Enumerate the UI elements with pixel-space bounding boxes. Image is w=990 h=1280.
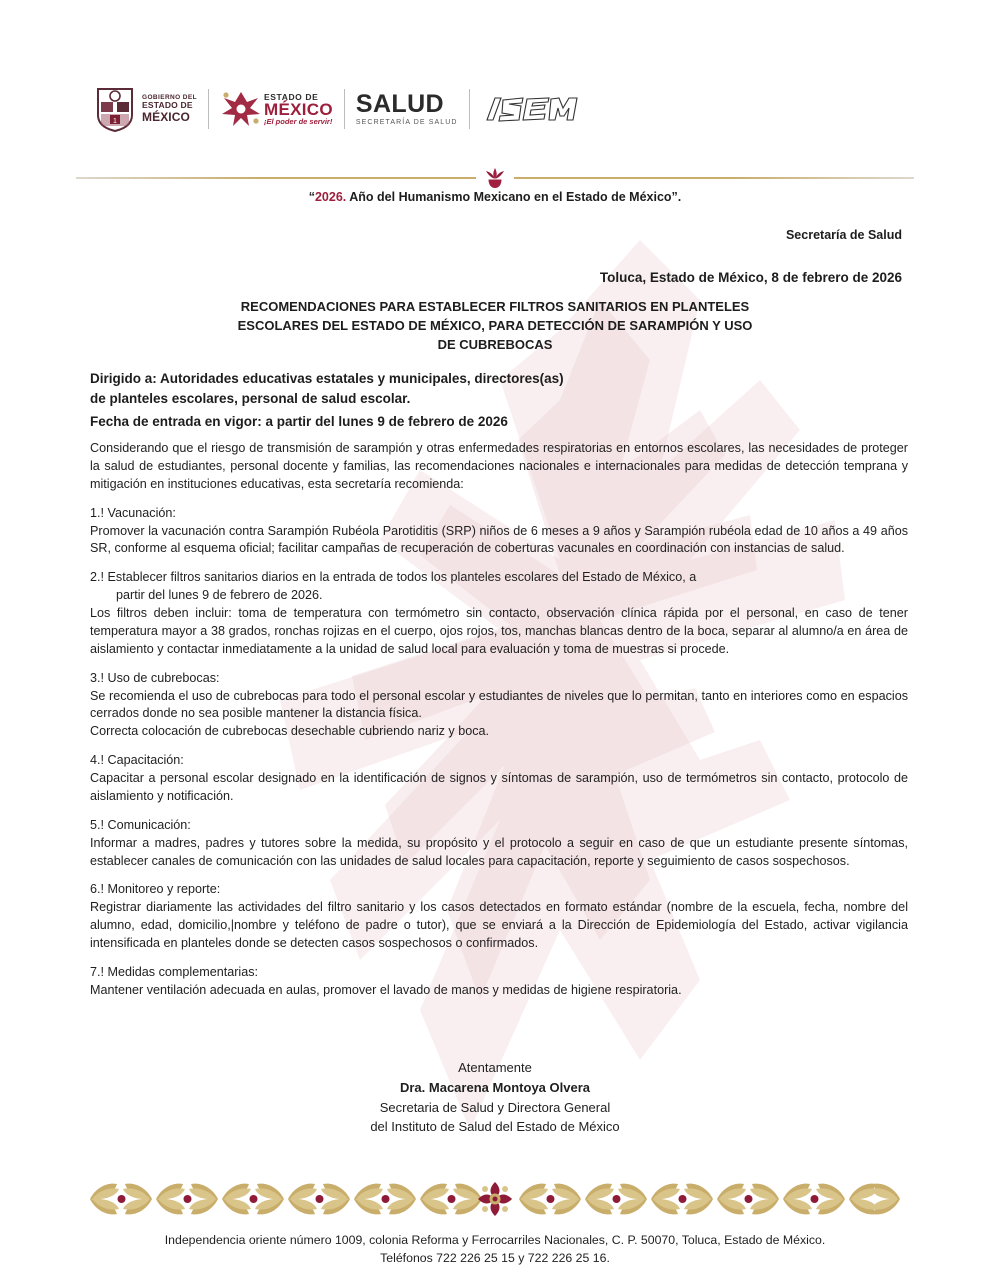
addressed-line-1: Dirigido a: Autoridades educativas estatales y municipales, directores(as): [90, 371, 564, 386]
salud-logo: [356, 92, 458, 126]
logo-divider-1: [208, 89, 209, 129]
addressed-to-block: [90, 369, 910, 410]
decorative-footer-band: [90, 1178, 900, 1220]
gobierno-estado-de-mexico-shield-icon: [95, 85, 135, 133]
divider-line-left: [76, 177, 476, 179]
edomex-logo-text: [264, 93, 333, 126]
item-5-heading: 5.! Comunicación:: [90, 817, 191, 832]
item-5-text: Informar a madres, padres y tutores sobre la medida, su propósito y el protocolo a seguir en caso de que un estudiante presente síntomas, establecer canales de comunicación con las unidades de salud locales para capacitación, reporte y seguimiento de casos sospechosos.: [90, 835, 908, 868]
gobierno-line3: MÉXICO: [142, 109, 190, 124]
svg-text:1: 1: [113, 118, 117, 125]
item-1-text: Promover la vacunación contra Sarampión Rubéola Parotiditis (SRP) niños de 6 meses a 9 años y Sarampión rubéola edad de 10 años a 49 años SR, conforme al esquema oficial; facilitar campañas de recuperación de coberturas vacunales en coordinación con instancias de salud.: [90, 523, 908, 556]
divider-line-right: [514, 177, 914, 179]
title-line-2: ESCOLARES DEL ESTADO DE MÉXICO, PARA DETECCIÓN DE SARAMPIÓN Y USO: [237, 317, 753, 333]
edomex-line1: ESTADO DE: [264, 91, 319, 102]
item-6-heading: 6.! Monitoreo y reporte:: [90, 882, 221, 897]
item-4-heading: 4.! Capacitación:: [90, 753, 184, 768]
signature-closing: Atentamente: [458, 1060, 532, 1075]
footer-phones-line: Teléfonos 722 226 25 15 y 722 226 25 16.: [380, 1250, 610, 1265]
signature-role-line-2: del Instituto de Salud del Estado de México: [370, 1119, 620, 1135]
secretaria-de-salud-label: Secretaría de Salud: [785, 228, 902, 242]
institutional-logo-bar: [95, 84, 581, 134]
title-line-1: RECOMENDACIONES PARA ESTABLECER FILTROS SANITARIOS EN PLANTELES: [240, 299, 750, 314]
logo-divider-3: [469, 89, 470, 129]
item-1-heading: 1.! Vacunación:: [90, 505, 176, 520]
signature-name: Dra. Macarena Montoya Olvera: [399, 1079, 591, 1095]
place-and-date: Toluca, Estado de México, 8 de febrero de 2026: [599, 270, 902, 285]
logo-divider-2: [344, 89, 345, 129]
edomex-slogan: ¡El poder de servir!: [264, 117, 333, 126]
edomex-line2: MÉXICO: [264, 100, 333, 119]
item-7-text: Mantener ventilación adecuada en aulas, promover el lavado de manos y medidas de higiene respiratoria.: [90, 982, 682, 997]
year-slogan-text: Año del Humanismo Mexicano en el Estado de México”.: [346, 190, 682, 204]
addressed-line-2: de planteles escolares, personal de salud escolar.: [90, 391, 411, 407]
signature-block: [0, 1058, 990, 1137]
footer-address-block: [0, 1232, 990, 1268]
tulip-flower-ornament-icon: [482, 165, 508, 191]
signature-role-line-1: Secretaria de Salud y Directora General: [379, 1099, 611, 1115]
item-3-text: Se recomienda el uso de cubrebocas para todo el personal escolar y estudiantes de niveles que lo permitan, tanto en interiores como en espacios cerrados donde no sea posible mantener la distancia física.: [90, 688, 908, 721]
title-line-3: DE CUBREBOCAS: [437, 336, 553, 352]
document-body: [90, 440, 908, 1000]
year-number: 2026.: [314, 190, 347, 204]
gobierno-line2: ESTADO DE: [142, 100, 193, 111]
document-title: [95, 298, 895, 355]
item-6-text: Registrar diariamente las actividades del filtro sanitario y los casos detectados en formato estándar (nombre de la escuela, fecha, nombre del alumno, edad, domicilio,|nombre y teléfono de padre o tutor), que se enviará a la Dirección de Epidemiología del Estado, activar vigilancia intensificada en planteles donde se detecten casos sospechosos o confirmados.: [90, 900, 908, 950]
item-3-text-2: Correcta colocación de cubrebocas desechable cubriendo nariz y boca.: [90, 724, 490, 739]
item-2-heading: 2.! Establecer filtros sanitarios diarios en la entrada de todos los planteles escolares del Estado de México, a: [90, 570, 697, 585]
isem-logo-icon: [481, 94, 581, 124]
item-3-heading: 3.! Uso de cubrebocas:: [90, 670, 220, 685]
item-7-heading: 7.! Medidas complementarias:: [90, 964, 258, 979]
edomex-bird-icon: [220, 88, 262, 130]
header-divider: [76, 176, 914, 179]
gobierno-line1: GOBIERNO DEL: [142, 94, 197, 102]
item-2-heading-continued: partir del lunes 9 de febrero de 2026.: [116, 588, 323, 603]
edomex-brand-logo: [220, 88, 333, 130]
intro-paragraph: Considerando que el riesgo de transmisión de sarampión y otras enfermedades respiratorias en entornos escolares, las necesidades de proteger la salud de estudiantes, personal docente y familias, las recomendaciones nacionales e internacionales para medidas de detección temprana y mitigación en instituciones educativas, esta secretaría recomienda:: [90, 441, 908, 491]
salud-wordmark: SALUD: [355, 90, 444, 118]
item-2-text: Los filtros deben incluir: toma de temperatura con termómetro sin contacto, observación clínica rápida por el personal, en caso de tener temperatura mayor a 38 grados, ronchas rojizas en el cuerpo, ojos rojos, tos, manchas blancas dentro de la boca, separar al alumno/a en área de aislamiento y contactar inmediatamente a la unidad de salud local para evaluación y toma de muestras si procede.: [90, 606, 908, 656]
gobierno-logo-text: [142, 94, 197, 123]
effective-date-line: Fecha de entrada en vigor: a partir del lunes 9 de febrero de 2026: [90, 414, 508, 429]
year-quote-open: “: [308, 190, 315, 204]
year-slogan: [0, 190, 990, 204]
footer-address-line: Independencia oriente número 1009, colonia Reforma y Ferrocarriles Nacionales, C. P. 50070, Toluca, Estado de México.: [164, 1233, 826, 1247]
salud-subtitle: SECRETARÍA DE SALUD: [355, 119, 458, 126]
item-4-text: Capacitar a personal escolar designado en la identificación de signos y síntomas de sarampión, uso de termómetros sin contacto, protocolo de aislamiento y notificación.: [90, 771, 908, 803]
